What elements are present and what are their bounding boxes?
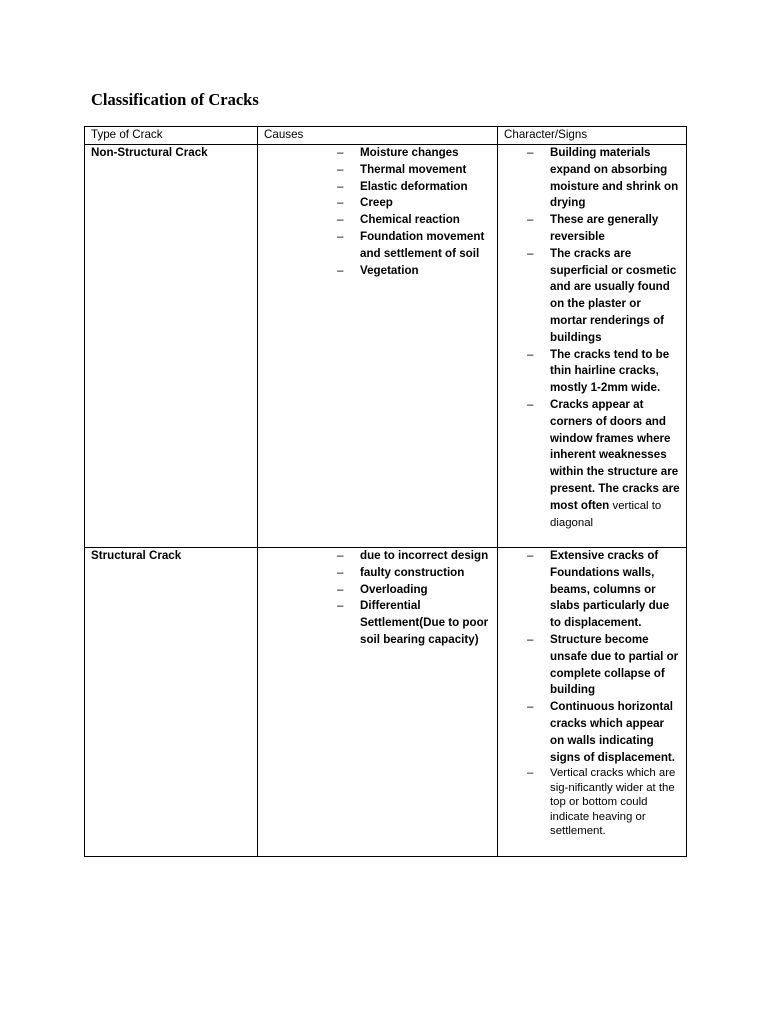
list-item: – Elastic deformation: [333, 179, 491, 196]
causes-list: [333, 145, 491, 279]
list-item: – Moisture changes: [333, 145, 491, 162]
table-row: [85, 145, 687, 548]
table-row: [85, 548, 687, 857]
list-item: [523, 397, 680, 531]
list-item: – Continuous horizontal cracks which appear on walls indicating signs of displacement.: [523, 699, 680, 766]
list-item: – Differential Settlement(Due to poor soil bearing capacity): [333, 598, 491, 648]
list-item: – The cracks tend to be thin hairline cracks, mostly 1-2mm wide.: [523, 347, 680, 397]
causes-list: [333, 548, 491, 649]
header-causes: Causes: [258, 127, 498, 145]
signs-list: [523, 145, 680, 531]
list-item: – Structure become unsafe due to partial or complete collapse of building: [523, 632, 680, 699]
header-type-of-crack: Type of Crack: [85, 127, 258, 145]
page-title: Classification of Cracks: [91, 90, 259, 109]
list-item: – Thermal movement: [333, 162, 491, 179]
list-item: – Vegetation: [333, 263, 491, 280]
list-item: – Overloading: [333, 582, 491, 599]
list-item-text: Cracks appear at corners of doors and window frames where inherent weaknesses within the structure are present. The cracks are most often: [550, 397, 680, 512]
list-item: – These are generally reversible: [523, 212, 680, 246]
list-item: – due to incorrect design: [333, 548, 491, 565]
crack-type-cell: Non-Structural Crack: [85, 145, 258, 548]
list-item-text-continuation: vertical to diagonal: [550, 499, 662, 529]
signs-list: [523, 548, 680, 839]
crack-type-cell: Structural Crack: [85, 548, 258, 857]
causes-cell: [258, 145, 498, 548]
list-item: – Creep: [333, 195, 491, 212]
signs-cell: [498, 145, 687, 548]
table-header-row: [85, 127, 687, 145]
signs-cell: [498, 548, 687, 857]
list-item: – faulty construction: [333, 565, 491, 582]
list-item: – The cracks are superficial or cosmetic and are usually found on the plaster or mortar renderings of buildings: [523, 246, 680, 347]
header-character-signs: Character/Signs: [498, 127, 687, 145]
list-item: – Building materials expand on absorbing moisture and shrink on drying: [523, 145, 680, 212]
crack-classification-table: [84, 126, 687, 857]
list-item: – Extensive cracks of Foundations walls, beams, columns or slabs particularly due to displacement.: [523, 548, 680, 632]
list-item: – Vertical cracks which are sig-nificantly wider at the top or bottom could indicate heaving or settlement.: [523, 766, 680, 839]
list-item: – Chemical reaction: [333, 212, 491, 229]
causes-cell: [258, 548, 498, 857]
list-item: – Foundation movement and settlement of soil: [333, 229, 491, 263]
